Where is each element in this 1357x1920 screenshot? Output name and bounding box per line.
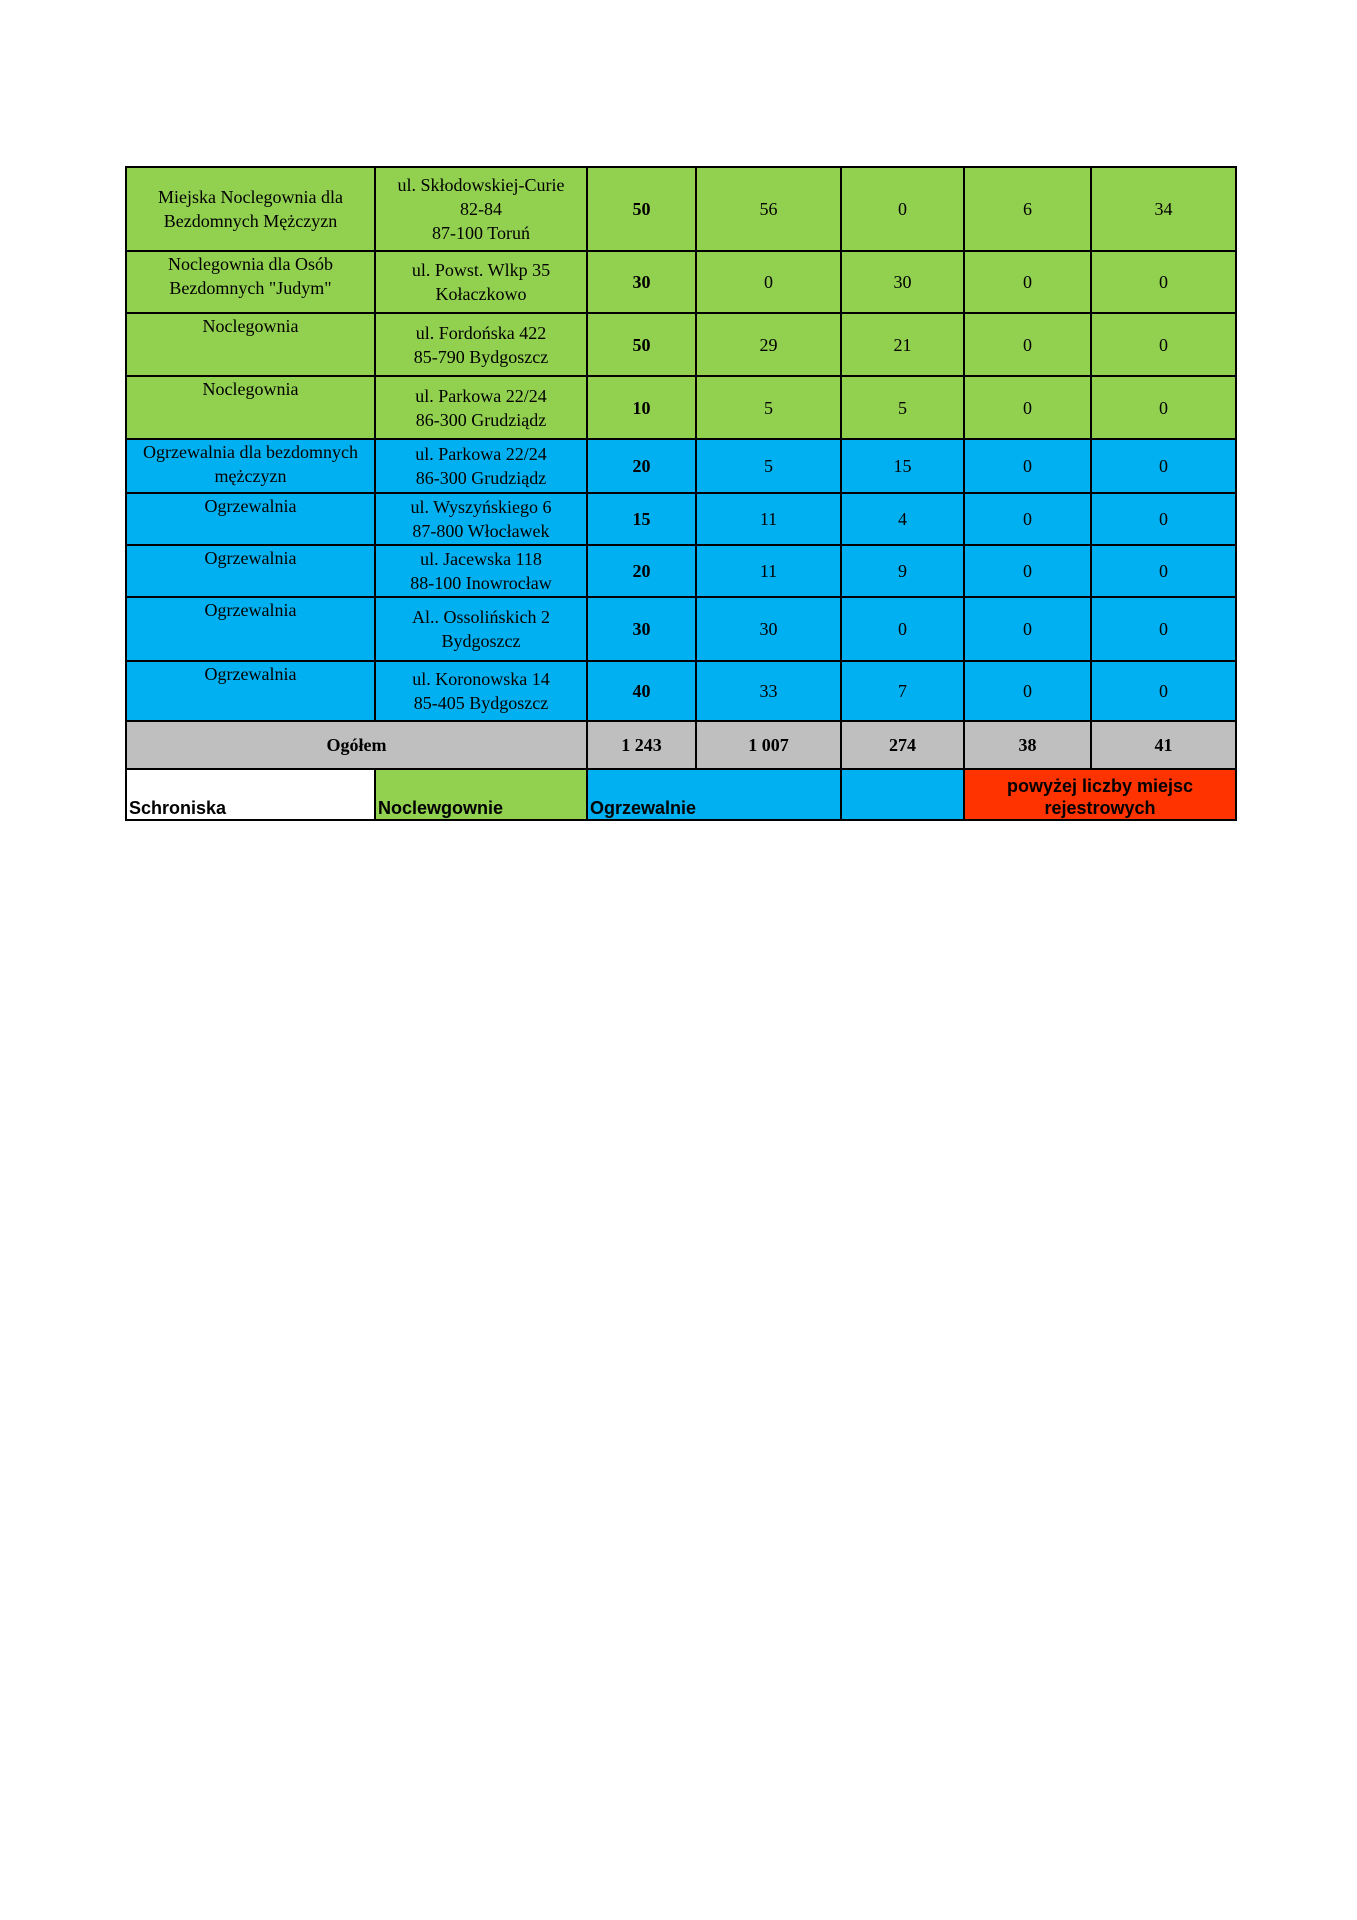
table-row	[126, 597, 1236, 661]
facility-address-cell: ul. Skłodowskiej-Curie 82-84 87-100 Toruń	[375, 167, 587, 251]
value-cell: 0	[696, 251, 841, 313]
table-row	[126, 493, 1236, 545]
facility-address-cell: Al.. Ossolińskich 2 Bydgoszcz	[375, 597, 587, 661]
value-cell: 7	[841, 661, 964, 721]
value-cell: 5	[696, 376, 841, 439]
value-cell: 0	[964, 661, 1091, 721]
facility-address-cell: ul. Jacewska 118 88-100 Inowrocław	[375, 545, 587, 597]
value-cell: 11	[696, 545, 841, 597]
value-cell: 0	[1091, 376, 1236, 439]
total-value-cell: 274	[841, 721, 964, 769]
table-row	[126, 313, 1236, 376]
value-cell: 0	[964, 493, 1091, 545]
value-cell: 0	[1091, 661, 1236, 721]
total-value-cell: 38	[964, 721, 1091, 769]
legend-blue-swatch	[841, 769, 964, 820]
value-cell: 5	[841, 376, 964, 439]
value-cell: 6	[964, 167, 1091, 251]
facility-name-cell: Noclegownia dla Osób Bezdomnych "Judym"	[126, 251, 375, 313]
value-cell: 11	[696, 493, 841, 545]
legend-above-capacity: powyżej liczby miejsc rejestrowych	[964, 769, 1236, 820]
value-cell: 33	[696, 661, 841, 721]
table-row	[126, 167, 1236, 251]
value-cell: 34	[1091, 167, 1236, 251]
total-value-cell: 41	[1091, 721, 1236, 769]
value-cell: 0	[1091, 251, 1236, 313]
facility-name-cell: Ogrzewalnia	[126, 545, 375, 597]
value-cell: 0	[1091, 597, 1236, 661]
value-cell: 9	[841, 545, 964, 597]
value-cell: 0	[1091, 439, 1236, 493]
legend-night-shelters: Noclewgownie	[375, 769, 587, 820]
value-cell: 0	[964, 597, 1091, 661]
value-cell: 21	[841, 313, 964, 376]
value-cell: 0	[964, 251, 1091, 313]
value-cell: 30	[696, 597, 841, 661]
value-cell: 0	[964, 376, 1091, 439]
table-row	[126, 545, 1236, 597]
shelter-capacity-table	[125, 166, 1237, 821]
facility-name-cell: Ogrzewalnia	[126, 493, 375, 545]
legend-shelters: Schroniska	[126, 769, 375, 820]
facility-address-cell: ul. Powst. Wlkp 35 Kołaczkowo	[375, 251, 587, 313]
table-row	[126, 376, 1236, 439]
value-cell: 56	[696, 167, 841, 251]
value-cell: 0	[964, 545, 1091, 597]
table-row	[126, 439, 1236, 493]
value-cell: 15	[841, 439, 964, 493]
total-value-cell: 1 007	[696, 721, 841, 769]
legend-warming-centers: Ogrzewalnie	[587, 769, 841, 820]
facility-name-cell: Ogrzewalnia	[126, 661, 375, 721]
facility-address-cell: ul. Parkowa 22/24 86-300 Grudziądz	[375, 439, 587, 493]
facility-name-cell: Ogrzewalnia	[126, 597, 375, 661]
value-cell: 0	[1091, 313, 1236, 376]
value-cell: 29	[696, 313, 841, 376]
value-cell: 0	[1091, 493, 1236, 545]
capacity-cell: 20	[587, 439, 696, 493]
capacity-cell: 40	[587, 661, 696, 721]
capacity-cell: 30	[587, 251, 696, 313]
facility-address-cell: ul. Wyszyńskiego 6 87-800 Włocławek	[375, 493, 587, 545]
facility-name-cell: Noclegownia	[126, 376, 375, 439]
capacity-cell: 50	[587, 167, 696, 251]
value-cell: 0	[841, 597, 964, 661]
table-row	[126, 251, 1236, 313]
table-row	[126, 661, 1236, 721]
total-row	[126, 721, 1236, 769]
value-cell: 5	[696, 439, 841, 493]
capacity-cell: 30	[587, 597, 696, 661]
value-cell: 0	[964, 439, 1091, 493]
capacity-cell: 15	[587, 493, 696, 545]
facility-address-cell: ul. Fordońska 422 85-790 Bydgoszcz	[375, 313, 587, 376]
facility-address-cell: ul. Parkowa 22/24 86-300 Grudziądz	[375, 376, 587, 439]
total-value-cell: 1 243	[587, 721, 696, 769]
facility-address-cell: ul. Koronowska 14 85-405 Bydgoszcz	[375, 661, 587, 721]
total-label: Ogółem	[126, 721, 587, 769]
value-cell: 30	[841, 251, 964, 313]
facility-name-cell: Miejska Noclegownia dla Bezdomnych Mężczyzn	[126, 167, 375, 251]
value-cell: 0	[1091, 545, 1236, 597]
facility-name-cell: Noclegownia	[126, 313, 375, 376]
value-cell: 0	[964, 313, 1091, 376]
value-cell: 4	[841, 493, 964, 545]
capacity-cell: 20	[587, 545, 696, 597]
facility-name-cell: Ogrzewalnia dla bezdomnych mężczyzn	[126, 439, 375, 493]
capacity-cell: 50	[587, 313, 696, 376]
capacity-cell: 10	[587, 376, 696, 439]
legend-row	[126, 769, 1236, 820]
value-cell: 0	[841, 167, 964, 251]
